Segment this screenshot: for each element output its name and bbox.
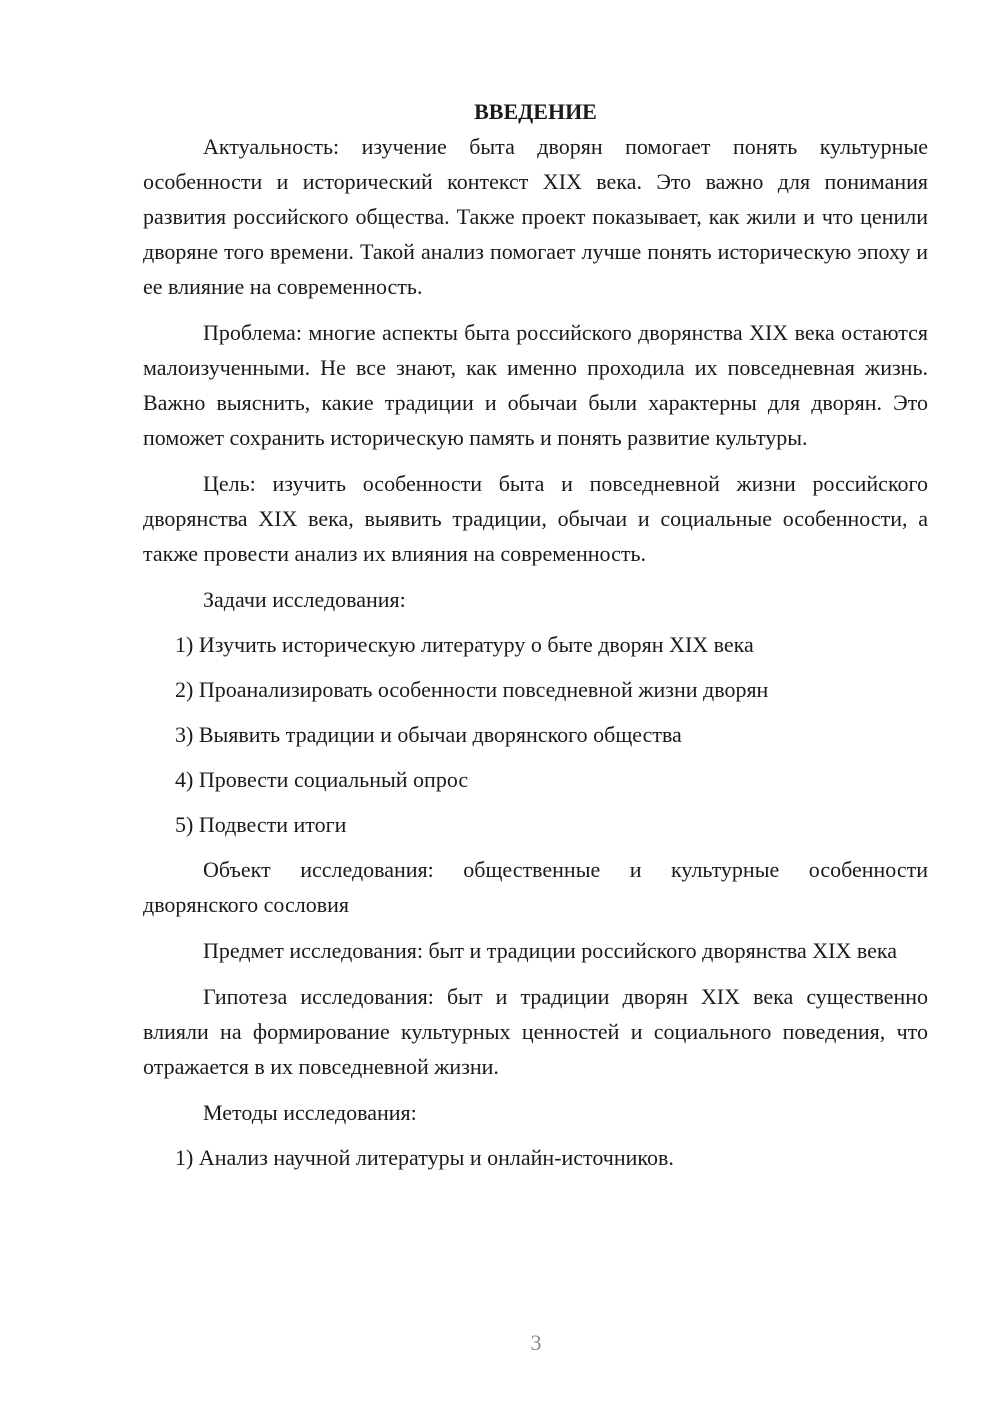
list-item: 4) Провести социальный опрос xyxy=(175,767,469,792)
methods-heading: Методы исследования: xyxy=(203,1100,417,1125)
tasks-heading: Задачи исследования: xyxy=(203,587,406,612)
methods-list xyxy=(143,1140,928,1175)
subject-paragraph: Предмет исследования: быт и традиции российского дворянства XIX века xyxy=(203,938,897,963)
problem-paragraph: Проблема: многие аспекты быта российского дворянства XIX века остаются малоизученными. Не все знают, как именно проходила их повседневная жизнь. Важно выяснить, какие традиции и обычаи были характерны для дворян. Это поможет сохранить историческую память и понять развитие культуры. xyxy=(143,320,928,450)
goal-paragraph: Цель: изучить особенности быта и повседневной жизни российского дворянства XIX века, выявить традиции, обычаи и социальные особенности, а также провести анализ их влияния на современность. xyxy=(143,471,928,566)
hypothesis-paragraph: Гипотеза исследования: быт и традиции дворян XIX века существенно влияли на формирование культурных ценностей и социального поведения, что отражается в их повседневной жизни. xyxy=(143,984,928,1079)
page-number: 3 xyxy=(530,1330,542,1355)
list-item: 3) Выявить традиции и обычаи дворянского общества xyxy=(175,722,682,747)
tasks-list xyxy=(143,627,928,842)
section-title: ВВЕДЕНИЕ xyxy=(474,99,597,124)
list-item: 5) Подвести итоги xyxy=(175,812,347,837)
relevance-paragraph: Актуальность: изучение быта дворян помогает понять культурные особенности и исторический контекст XIX века. Это важно для понимания развития российского общества. Также проект показывает, как жили и что ценили дворяне того времени. Такой анализ помогает лучше понять историческую эпоху и ее влияние на современность. xyxy=(143,134,928,299)
list-item: 1) Анализ научной литературы и онлайн-источников. xyxy=(175,1145,674,1170)
page-body xyxy=(143,94,928,1185)
object-paragraph: Объект исследования: общественные и культурные особенности дворянского сословия xyxy=(143,857,928,917)
list-item: 1) Изучить историческую литературу о быте дворян XIX века xyxy=(175,632,754,657)
list-item: 2) Проанализировать особенности повседневной жизни дворян xyxy=(175,677,769,702)
